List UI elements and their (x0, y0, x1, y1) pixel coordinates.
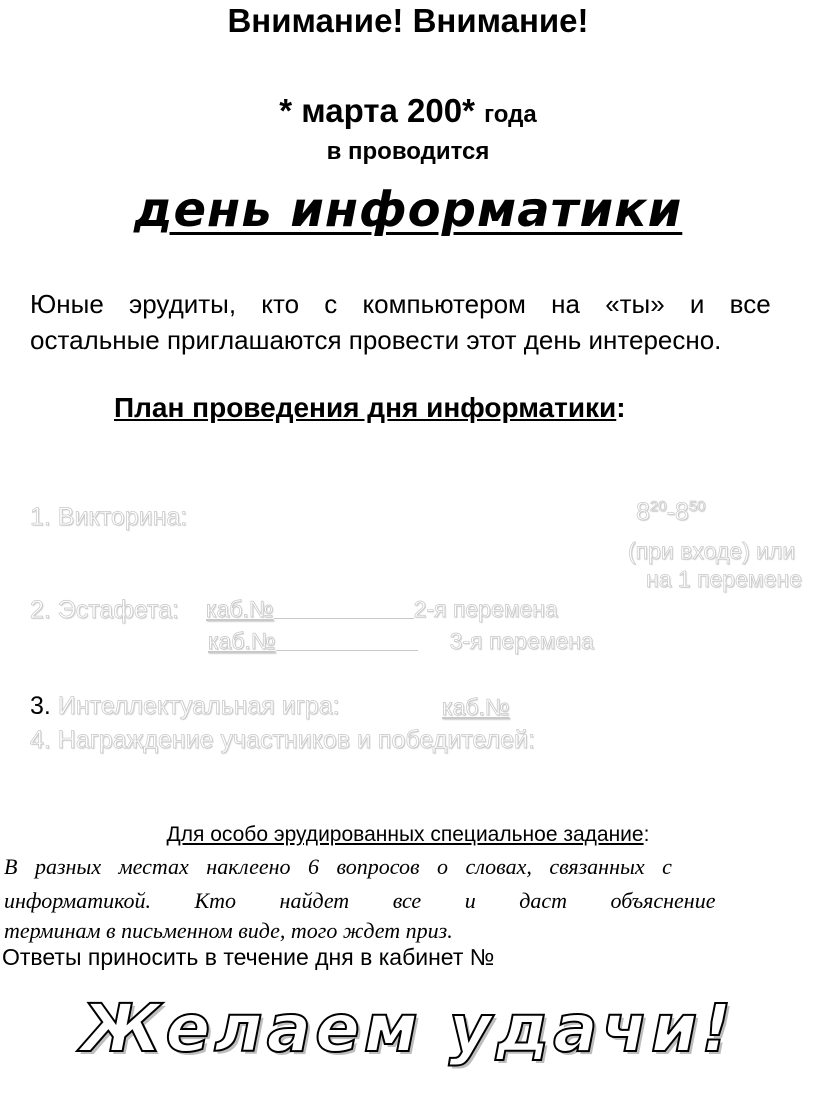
event-date-main: * марта 200* (279, 92, 475, 129)
answers-instruction: Ответы приносить в течение дня в кабинет № (2, 944, 495, 970)
relay-break-b: 3-я перемена (449, 628, 594, 654)
held-text: в проводится (326, 138, 490, 165)
event-date-year-word: года (484, 101, 537, 128)
relay-room-b: каб.№ (208, 628, 276, 654)
plan-item-number: 3. (30, 692, 51, 720)
plan-item-relay-room-a (206, 596, 558, 623)
special-task-line-2: информатикой. Кто найдет все и даст объяснение (4, 888, 716, 913)
room-blank (274, 598, 414, 619)
attention-heading: Внимание! Внимание! (227, 2, 589, 39)
plan-item-relay-room-b (208, 628, 594, 655)
plan-item-awards: 4. Награждение участников и победителей: (30, 726, 535, 754)
plan-item-quiz-note-2: на 1 перемене (646, 566, 802, 592)
invitation-line-1: Юные эрудиты, кто с компьютером на «ты» и все (30, 289, 771, 319)
plan-item-quiz-note-1: (при входе) или (628, 538, 796, 564)
special-task-title (0, 823, 816, 847)
plan-item-quiz-time (636, 498, 706, 527)
event-date (0, 92, 816, 130)
relay-room-a: каб.№ (206, 596, 274, 622)
time-start-minutes: 20 (649, 498, 667, 515)
special-task-title-colon: : (643, 823, 650, 846)
plan-item-quiz: 1. Викторина: (30, 503, 188, 531)
event-title: день информатики (133, 182, 683, 238)
relay-break-a: 2-я перемена (413, 596, 558, 622)
plan-title-text: План проведения дня информатики (114, 392, 617, 423)
plan-item-intellectual-game-room: каб.№ (442, 694, 510, 720)
special-task-line-3: терминам в письменном виде, того ждет приз. (4, 918, 453, 943)
plan-title-colon: : (616, 392, 626, 423)
time-start: 8 (636, 498, 650, 526)
plan-item-relay: 2. Эстафета: (30, 596, 179, 624)
plan-item-intellectual-game (30, 692, 340, 721)
plan-item-label: Интеллектуальная игра: (57, 692, 340, 720)
special-task-title-text: Для особо эрудированных специальное задание (166, 823, 644, 846)
invitation-line-2: остальные приглашаются провести этот день интересно. (30, 325, 722, 355)
time-end-minutes: 50 (688, 498, 706, 515)
room-blank (276, 630, 418, 651)
plan-title (114, 392, 626, 424)
time-end: -8 (666, 498, 689, 526)
good-luck-wordart: Желаем удачи! (80, 990, 736, 1067)
special-task-line-1: В разных местах наклеено 6 вопросов о словах, связанных с (4, 854, 672, 879)
